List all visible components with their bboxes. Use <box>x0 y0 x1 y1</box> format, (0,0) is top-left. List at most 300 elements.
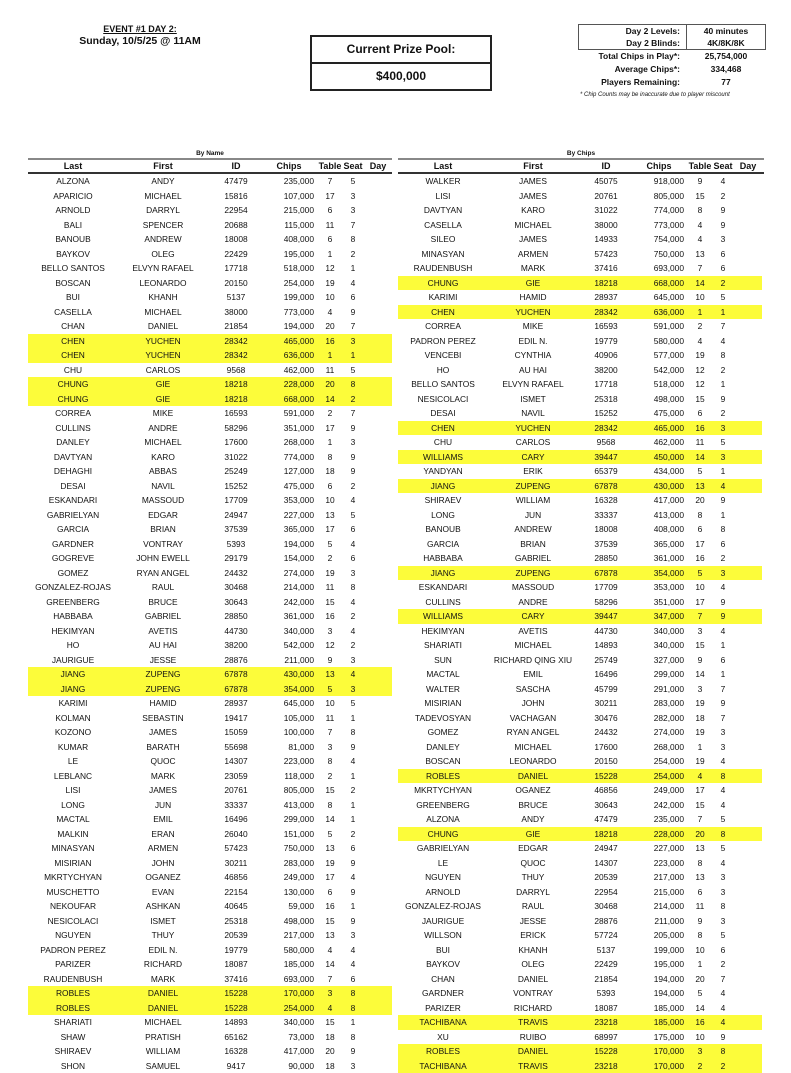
table-row-highlighted <box>398 566 764 581</box>
row-cells <box>28 305 392 320</box>
table-row <box>28 319 392 334</box>
last-name-cell: RAUDENBUSH <box>28 972 118 987</box>
seat-number-cell: 4 <box>342 537 364 552</box>
seat-number-cell: 8 <box>342 1030 364 1045</box>
table-number-cell: 14 <box>688 450 712 465</box>
seat-number-cell: 4 <box>712 624 734 639</box>
player-id-cell: 38000 <box>208 305 264 320</box>
first-name-cell: OLEG <box>488 957 578 972</box>
table-row <box>398 1001 764 1016</box>
seat-number-cell: 1 <box>712 638 734 653</box>
seat-number-cell: 2 <box>342 638 364 653</box>
chips-cell: 205,000 <box>634 928 688 943</box>
table-number-cell: 11 <box>318 580 342 595</box>
table-number-cell: 15 <box>318 595 342 610</box>
table-row <box>398 624 764 639</box>
table-number-cell: 10 <box>318 493 342 508</box>
table-number-cell: 20 <box>318 319 342 334</box>
seat-number-cell: 3 <box>342 928 364 943</box>
row-cells <box>28 522 392 537</box>
seat-number-cell: 1 <box>712 667 734 682</box>
first-name-cell: JESSE <box>488 914 578 929</box>
day-cell <box>734 276 762 291</box>
chips-cell: 465,000 <box>634 421 688 436</box>
table-row-highlighted <box>28 334 392 349</box>
row-cells <box>28 725 392 740</box>
first-name-cell: JOHN <box>118 856 208 871</box>
row-cells <box>28 348 392 363</box>
first-name-cell: VONTRAY <box>118 537 208 552</box>
first-name-cell: MICHAEL <box>118 189 208 204</box>
player-id-cell: 5393 <box>578 986 634 1001</box>
last-name-cell: WALTER <box>398 682 488 697</box>
table-number-cell: 12 <box>318 638 342 653</box>
row-cells <box>398 319 762 334</box>
first-name-cell: ERIK <box>488 464 578 479</box>
seat-number-cell: 6 <box>342 972 364 987</box>
row-cells <box>398 377 762 392</box>
day-cell <box>734 1001 762 1016</box>
day-cell <box>364 841 392 856</box>
first-name-cell: HAMID <box>488 290 578 305</box>
chips-cell: 254,000 <box>264 1001 318 1016</box>
table-caption: By Chips <box>398 150 764 158</box>
first-name-cell: JUN <box>118 798 208 813</box>
chips-cell: 327,000 <box>634 653 688 668</box>
table-number-cell: 15 <box>688 798 712 813</box>
row-cells <box>28 870 392 885</box>
chips-cell: 242,000 <box>264 595 318 610</box>
player-id-cell: 55698 <box>208 740 264 755</box>
table-number-cell: 20 <box>318 1044 342 1059</box>
table-number-cell: 20 <box>688 972 712 987</box>
row-cells <box>28 986 392 1001</box>
chips-cell: 170,000 <box>634 1044 688 1059</box>
first-name-cell: AU HAI <box>488 363 578 378</box>
seat-number-cell: 3 <box>342 653 364 668</box>
last-name-cell: SHON <box>28 1059 118 1073</box>
row-cells <box>398 435 762 450</box>
table-number-cell: 16 <box>688 1015 712 1030</box>
seat-number-cell: 3 <box>342 566 364 581</box>
player-id-cell: 19779 <box>578 334 634 349</box>
last-name-cell: DAVTYAN <box>28 450 118 465</box>
day-cell <box>364 522 392 537</box>
first-name-cell: AVETIS <box>118 624 208 639</box>
seat-number-cell: 3 <box>712 725 734 740</box>
first-name-cell: MASSOUD <box>488 580 578 595</box>
last-name-cell: KARIMI <box>398 290 488 305</box>
chips-cell: 475,000 <box>264 479 318 494</box>
table-row <box>28 638 392 653</box>
table-number-cell: 12 <box>318 261 342 276</box>
player-id-cell: 9568 <box>208 363 264 378</box>
player-id-cell: 67878 <box>208 667 264 682</box>
first-name-cell: TRAVIS <box>488 1059 578 1073</box>
column-header-day: Day <box>364 160 392 172</box>
last-name-cell: PADRON PEREZ <box>28 943 118 958</box>
row-cells <box>398 972 762 987</box>
table-row <box>398 638 764 653</box>
chips-cell: 115,000 <box>264 218 318 233</box>
table-row <box>28 972 392 987</box>
row-cells <box>398 566 762 581</box>
last-name-cell: LONG <box>398 508 488 523</box>
day-cell <box>364 450 392 465</box>
player-id-cell: 45799 <box>578 682 634 697</box>
first-name-cell: JAMES <box>118 783 208 798</box>
chips-cell: 254,000 <box>264 276 318 291</box>
player-id-cell: 15228 <box>208 986 264 1001</box>
seat-number-cell: 8 <box>712 348 734 363</box>
table-number-cell: 5 <box>688 986 712 1001</box>
seat-number-cell: 9 <box>342 885 364 900</box>
table-number-cell: 19 <box>318 856 342 871</box>
chips-cell: 408,000 <box>264 232 318 247</box>
day-cell <box>734 711 762 726</box>
last-name-cell: CHUNG <box>28 392 118 407</box>
seat-number-cell: 2 <box>342 392 364 407</box>
row-cells <box>398 798 762 813</box>
last-name-cell: CHEN <box>28 334 118 349</box>
first-name-cell: ANDRE <box>488 595 578 610</box>
last-name-cell: BUI <box>398 943 488 958</box>
row-cells <box>398 696 762 711</box>
table-number-cell: 15 <box>318 1015 342 1030</box>
player-id-cell: 14893 <box>578 638 634 653</box>
day-cell <box>364 653 392 668</box>
table-number-cell: 16 <box>318 609 342 624</box>
column-header-day: Day <box>734 160 762 172</box>
table-number-cell: 7 <box>318 972 342 987</box>
day-cell <box>364 943 392 958</box>
day-cell <box>364 1001 392 1016</box>
player-id-cell: 15816 <box>208 189 264 204</box>
table-row <box>398 189 764 204</box>
player-id-cell: 20688 <box>208 218 264 233</box>
table-number-cell: 1 <box>688 957 712 972</box>
seat-number-cell: 2 <box>712 551 734 566</box>
table-number-cell: 1 <box>318 435 342 450</box>
seat-number-cell: 9 <box>342 450 364 465</box>
last-name-cell: XU <box>398 1030 488 1045</box>
last-name-cell: GONZALEZ-ROJAS <box>28 580 118 595</box>
player-id-cell: 47479 <box>208 174 264 189</box>
column-header-last-name: Last <box>28 160 118 172</box>
player-id-cell: 40645 <box>208 899 264 914</box>
seat-number-cell: 1 <box>712 377 734 392</box>
first-name-cell: MARK <box>118 972 208 987</box>
row-cells <box>28 566 392 581</box>
table-number-cell: 8 <box>318 754 342 769</box>
table-row <box>28 479 392 494</box>
chips-cell: 127,000 <box>264 464 318 479</box>
chips-cell: 693,000 <box>634 261 688 276</box>
seat-number-cell: 2 <box>342 609 364 624</box>
first-name-cell: CARY <box>488 609 578 624</box>
seat-number-cell: 6 <box>342 522 364 537</box>
seat-number-cell: 4 <box>342 595 364 610</box>
day-cell <box>364 464 392 479</box>
row-cells <box>28 667 392 682</box>
table-row <box>398 174 764 189</box>
last-name-cell: CHEN <box>398 421 488 436</box>
table-number-cell: 7 <box>688 261 712 276</box>
last-name-cell: DANLEY <box>28 435 118 450</box>
day-cell <box>734 566 762 581</box>
player-id-cell: 5137 <box>578 943 634 958</box>
table-row <box>398 290 764 305</box>
row-cells <box>28 885 392 900</box>
column-header-first-name: First <box>488 160 578 172</box>
day-cell <box>734 203 762 218</box>
first-name-cell: VONTRAY <box>488 986 578 1001</box>
last-name-cell: GABRIELYAN <box>398 841 488 856</box>
table-number-cell: 3 <box>688 682 712 697</box>
table-row <box>28 522 392 537</box>
tournament-info <box>578 24 766 98</box>
last-name-cell: KUMAR <box>28 740 118 755</box>
last-name-cell: SHAW <box>28 1030 118 1045</box>
player-id-cell: 31022 <box>578 203 634 218</box>
table-number-cell: 16 <box>318 899 342 914</box>
day-cell <box>734 522 762 537</box>
day-cell <box>734 1030 762 1045</box>
last-name-cell: JIANG <box>398 479 488 494</box>
chips-cell: 274,000 <box>634 725 688 740</box>
last-name-cell: LE <box>28 754 118 769</box>
player-id-cell: 39447 <box>578 450 634 465</box>
player-id-cell: 58296 <box>208 421 264 436</box>
seat-number-cell: 8 <box>712 522 734 537</box>
day-cell <box>734 827 762 842</box>
seat-number-cell: 9 <box>712 595 734 610</box>
chips-cell: 347,000 <box>634 609 688 624</box>
last-name-cell: ROBLES <box>28 1001 118 1016</box>
player-id-cell: 37539 <box>578 537 634 552</box>
chips-cell: 217,000 <box>264 928 318 943</box>
table-row-highlighted <box>28 667 392 682</box>
first-name-cell: DANIEL <box>488 1044 578 1059</box>
row-cells <box>28 624 392 639</box>
chips-cell: 518,000 <box>264 261 318 276</box>
seat-number-cell: 7 <box>712 711 734 726</box>
seat-number-cell: 3 <box>342 189 364 204</box>
last-name-cell: ESKANDARI <box>398 580 488 595</box>
row-cells <box>28 595 392 610</box>
row-cells <box>398 653 762 668</box>
row-cells <box>398 667 762 682</box>
table-row <box>398 537 764 552</box>
last-name-cell: BANOUB <box>398 522 488 537</box>
table-row <box>398 334 764 349</box>
table-row <box>28 696 392 711</box>
last-name-cell: TADEVOSYAN <box>398 711 488 726</box>
table-row <box>398 522 764 537</box>
table-number-cell: 19 <box>318 566 342 581</box>
table-row <box>398 696 764 711</box>
day-cell <box>734 319 762 334</box>
last-name-cell: GOMEZ <box>28 566 118 581</box>
player-id-cell: 28876 <box>578 914 634 929</box>
chips-cell: 498,000 <box>634 392 688 407</box>
seat-number-cell: 2 <box>712 957 734 972</box>
row-cells <box>28 899 392 914</box>
row-cells <box>28 421 392 436</box>
last-name-cell: SHARIATI <box>398 638 488 653</box>
row-cells <box>28 798 392 813</box>
table-number-cell: 3 <box>318 740 342 755</box>
chips-cell: 365,000 <box>634 537 688 552</box>
row-cells <box>398 841 762 856</box>
player-id-cell: 28850 <box>208 609 264 624</box>
row-cells <box>28 203 392 218</box>
day-cell <box>364 580 392 595</box>
chips-cell: 430,000 <box>264 667 318 682</box>
table-number-cell: 7 <box>318 725 342 740</box>
table-row <box>398 247 764 262</box>
first-name-cell: ELVYN RAFAEL <box>118 261 208 276</box>
first-name-cell: MICHAEL <box>118 305 208 320</box>
row-cells <box>398 769 762 784</box>
last-name-cell: CHEN <box>28 348 118 363</box>
table-row <box>28 812 392 827</box>
table-row-highlighted <box>28 377 392 392</box>
first-name-cell: ERICK <box>488 928 578 943</box>
player-id-cell: 16328 <box>578 493 634 508</box>
seat-number-cell: 3 <box>712 740 734 755</box>
player-id-cell: 57724 <box>578 928 634 943</box>
table-number-cell: 10 <box>688 580 712 595</box>
table-number-cell: 12 <box>688 377 712 392</box>
chips-cell: 351,000 <box>634 595 688 610</box>
last-name-cell: KOZONO <box>28 725 118 740</box>
table-number-cell: 6 <box>318 203 342 218</box>
table-number-cell: 8 <box>318 450 342 465</box>
day-cell <box>734 986 762 1001</box>
row-cells <box>398 537 762 552</box>
chips-cell: 282,000 <box>634 711 688 726</box>
chips-cell: 340,000 <box>264 624 318 639</box>
first-name-cell: MICHAEL <box>488 218 578 233</box>
chips-cell: 542,000 <box>264 638 318 653</box>
table-number-cell: 11 <box>318 363 342 378</box>
table-row <box>28 1015 392 1030</box>
table-row <box>398 754 764 769</box>
row-cells <box>398 754 762 769</box>
chips-cell: 353,000 <box>634 580 688 595</box>
player-id-cell: 30468 <box>578 899 634 914</box>
last-name-cell: CASELLA <box>28 305 118 320</box>
last-name-cell: DESAI <box>398 406 488 421</box>
player-id-cell: 30643 <box>208 595 264 610</box>
table-row <box>398 870 764 885</box>
chips-cell: 90,000 <box>264 1059 318 1073</box>
last-name-cell: GARDNER <box>398 986 488 1001</box>
table-row <box>28 464 392 479</box>
day-cell <box>734 667 762 682</box>
last-name-cell: NESICOLACI <box>28 914 118 929</box>
table-row <box>398 783 764 798</box>
last-name-cell: HEKIMYAN <box>398 624 488 639</box>
day-cell <box>734 914 762 929</box>
player-id-cell: 15252 <box>578 406 634 421</box>
chips-cell: 194,000 <box>264 319 318 334</box>
table-number-cell: 17 <box>318 189 342 204</box>
day-cell <box>364 1030 392 1045</box>
chips-cell: 577,000 <box>634 348 688 363</box>
player-id-cell: 31022 <box>208 450 264 465</box>
first-name-cell: JAMES <box>488 232 578 247</box>
table-row-highlighted <box>398 1059 764 1073</box>
table-number-cell: 9 <box>688 174 712 189</box>
last-name-cell: GARCIA <box>28 522 118 537</box>
seat-number-cell: 1 <box>342 1015 364 1030</box>
seat-number-cell: 5 <box>342 508 364 523</box>
player-id-cell: 30468 <box>208 580 264 595</box>
chips-cell: 242,000 <box>634 798 688 813</box>
row-cells <box>28 682 392 697</box>
player-id-cell: 24947 <box>578 841 634 856</box>
first-name-cell: OGANEZ <box>118 870 208 885</box>
first-name-cell: ANDREW <box>488 522 578 537</box>
table-row <box>28 769 392 784</box>
row-cells <box>28 363 392 378</box>
row-cells <box>28 928 392 943</box>
player-id-cell: 17709 <box>208 493 264 508</box>
day-cell <box>734 725 762 740</box>
seat-number-cell: 2 <box>342 247 364 262</box>
row-cells <box>398 392 762 407</box>
row-cells <box>398 914 762 929</box>
table-number-cell: 4 <box>318 1001 342 1016</box>
chips-cell: 185,000 <box>634 1001 688 1016</box>
first-name-cell: ARMEN <box>488 247 578 262</box>
seat-number-cell: 4 <box>342 957 364 972</box>
table-number-cell: 13 <box>688 479 712 494</box>
seat-number-cell: 1 <box>342 261 364 276</box>
table-row-highlighted <box>398 1015 764 1030</box>
first-name-cell: BRIAN <box>488 537 578 552</box>
row-cells <box>28 1044 392 1059</box>
row-cells <box>28 450 392 465</box>
first-name-cell: DANIEL <box>488 972 578 987</box>
table-row <box>28 247 392 262</box>
info-row <box>578 50 766 63</box>
seat-number-cell: 4 <box>712 1015 734 1030</box>
first-name-cell: ASHKAN <box>118 899 208 914</box>
table-number-cell: 17 <box>688 595 712 610</box>
player-id-cell: 29179 <box>208 551 264 566</box>
column-header-player-id: ID <box>208 160 264 172</box>
first-name-cell: YUCHEN <box>118 334 208 349</box>
chips-cell: 170,000 <box>264 986 318 1001</box>
player-id-cell: 9568 <box>578 435 634 450</box>
table-number-cell: 14 <box>318 392 342 407</box>
row-cells <box>398 450 762 465</box>
last-name-cell: VENCEBI <box>398 348 488 363</box>
first-name-cell: QUOC <box>118 754 208 769</box>
table-row <box>398 928 764 943</box>
day-cell <box>364 435 392 450</box>
last-name-cell: GREENBERG <box>398 798 488 813</box>
chips-cell: 462,000 <box>634 435 688 450</box>
chips-cell: 475,000 <box>634 406 688 421</box>
chips-cell: 194,000 <box>264 537 318 552</box>
chips-cell: 195,000 <box>634 957 688 972</box>
day-cell <box>734 406 762 421</box>
row-cells <box>398 725 762 740</box>
